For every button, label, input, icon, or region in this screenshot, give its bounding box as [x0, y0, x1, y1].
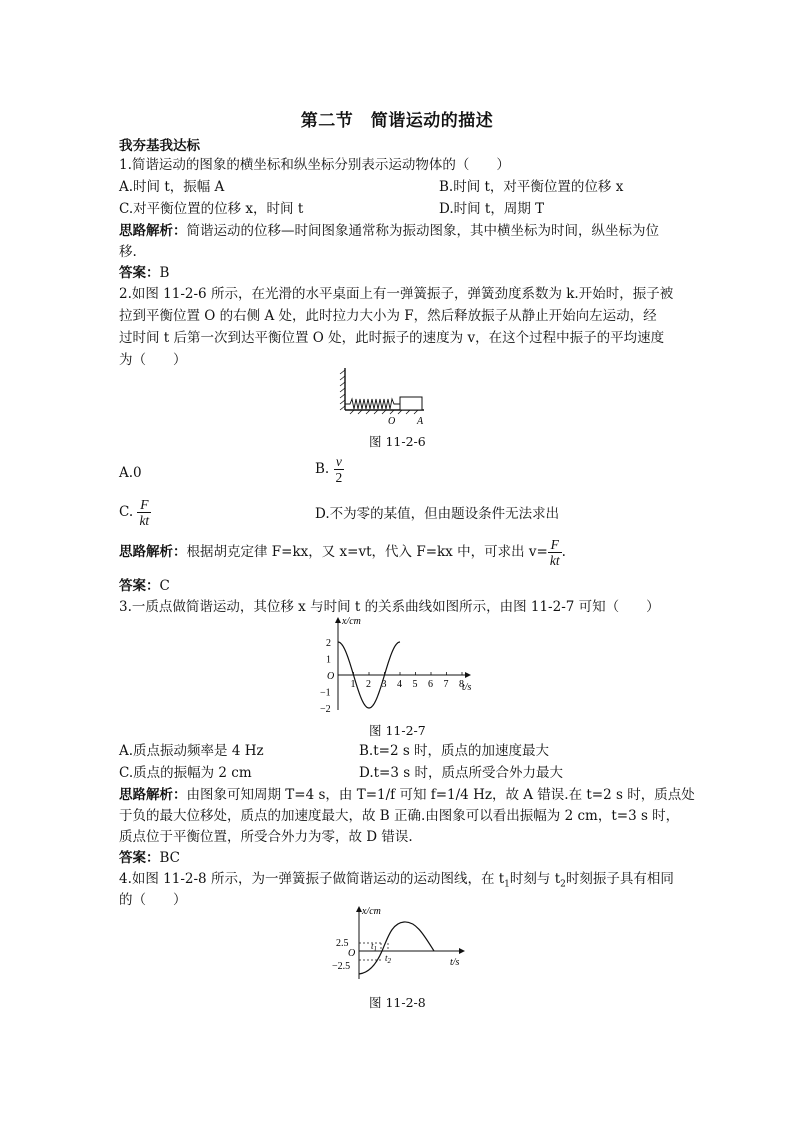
- q2-analysis: 思路解析：根据胡克定律 F=kx，又 x=vt，代入 F=kx 中，可求出 v= $\frac{F}{kt}$ .: [119, 537, 566, 568]
- q1-analysis: [119, 222, 659, 240]
- answer-value: B: [159, 265, 170, 281]
- t2-label: $t_2$: [385, 953, 392, 965]
- q4-stem-2: 的（ ）: [119, 892, 187, 908]
- x-tick-label: 7: [443, 679, 449, 690]
- fraction-f-over-kt: $\frac{F}{kt}$: [139, 497, 150, 528]
- section-heading: 我夯基我达标: [119, 138, 200, 154]
- y-tick-label: 1: [326, 654, 331, 666]
- y-tick-neg-2-5: −2.5: [332, 961, 351, 972]
- q2-option-a: A.0: [119, 465, 142, 481]
- q3-answer: 答案：BC: [119, 850, 181, 866]
- analysis-label: 思路解析：: [119, 223, 187, 239]
- x-tick-label: 5: [412, 679, 418, 690]
- origin-label: O: [348, 948, 356, 959]
- x-tick-label: 3: [381, 679, 387, 690]
- answer-label: 答案：: [119, 265, 160, 281]
- q1-analysis-cont: 移.: [119, 244, 137, 260]
- x-tick-label: 1: [350, 679, 356, 690]
- q3-option-d: D.t=3 s 时，质点所受合外力最大: [359, 765, 563, 781]
- y-tick-label: −2: [320, 704, 331, 715]
- origin-label: O: [327, 671, 335, 682]
- q3-option-a: A.质点振动频率是 4 Hz: [119, 743, 264, 759]
- q2-option-b: B. $\frac{v}{2}$: [315, 454, 343, 485]
- fraction-f-over-kt-analysis: $\frac{F}{kt}$: [549, 537, 560, 568]
- y-tick-label: 2: [326, 638, 331, 649]
- figure-caption-11-2-8: 图 11-2-8: [369, 995, 426, 1010]
- q2-answer: 答案：C: [119, 578, 170, 594]
- wall-hatching: [340, 370, 345, 410]
- x-axis-label: t/s: [462, 682, 472, 693]
- q2-stem-2: 拉到平衡位置 O 的右侧 A 处，此时拉力大小为 F，然后释放振子从静止开始向左运动，经: [119, 308, 657, 324]
- q3-analysis-cont-1: 于负的最大位移处，质点的加速度最大，故 B 正确.由图象可以看出振幅为 2 cm，t=3 s 时，: [119, 808, 680, 824]
- y-axis-label: x/cm: [342, 616, 361, 627]
- q4-stem-1: 4.如图 11-2-8 所示，为一弹簧振子做简谐运动的运动图线，在 $t_1$时刻与 $t_2$时刻振子具有相同: [119, 871, 674, 890]
- x-tick-label: 8: [459, 679, 464, 690]
- x-tick-label: 6: [428, 679, 433, 690]
- x-tick-label: 2: [366, 679, 371, 690]
- y-axis-label: x/cm: [362, 906, 381, 917]
- figure-caption-11-2-7: 图 11-2-7: [369, 723, 426, 738]
- q3-analysis-cont-2: 质点位于平衡位置，所受合外力为零，故 D 错误.: [119, 829, 413, 845]
- t1-label: $t_1$: [371, 941, 378, 953]
- fraction-v-over-2: $\frac{v}{2}$: [335, 454, 343, 485]
- q3-analysis: 思路解析：由图象可知周期 T=4 s，由 T=1/f 可知 f=1/4 Hz，故 A 错误.在 t=2 s 时，质点处: [119, 787, 695, 803]
- displacement-time-chart-11-2-7: [310, 612, 490, 717]
- q2-stem-4: 为（ ）: [119, 352, 187, 368]
- oscillator-block: [400, 397, 422, 410]
- spring-oscillator-figure: [338, 366, 458, 432]
- displacement-time-chart-11-2-8: [330, 903, 470, 983]
- q1-answer: [119, 264, 169, 282]
- label-a: A: [417, 416, 424, 427]
- page-title: 第二节 简谐运动的描述: [300, 111, 494, 131]
- q1-option-b: B.时间 t，对平衡位置的位移 x: [439, 179, 624, 195]
- label-o: O: [388, 416, 396, 427]
- figure-caption-11-2-6: 图 11-2-6: [369, 434, 426, 449]
- q2-stem-3: 过时间 t 后第一次到达平衡位置 O 处，此时振子的速度为 v，在这个过程中振子的平均速度: [119, 330, 665, 346]
- q3-stem: 3.一质点做简谐运动，其位移 x 与时间 t 的关系曲线如图所示，由图 11-2-7 可知（ ）: [119, 599, 660, 615]
- y-tick-2-5: 2.5: [336, 938, 349, 949]
- q2-option-c: C. $\frac{F}{kt}$: [119, 497, 150, 528]
- q1-option-d: D.时间 t，周期 T: [439, 201, 545, 217]
- q2-stem-1: 2.如图 11-2-6 所示，在光滑的水平桌面上有一弹簧振子，弹簧劲度系数为 k.开始时，振子被: [119, 286, 674, 302]
- q1-stem: 1.简谐运动的图象的横坐标和纵坐标分别表示运动物体的（ ）: [119, 157, 510, 173]
- analysis-text: 简谐运动的位移—时间图象通常称为振动图象，其中横坐标为时间，纵坐标为位: [186, 223, 659, 239]
- q1-option-a: A.时间 t，振幅 A: [119, 179, 225, 195]
- q3-option-c: C.质点的振幅为 2 cm: [119, 765, 252, 781]
- x-axis-label: t/s: [450, 957, 460, 968]
- q3-option-b: B.t=2 s 时，质点的加速度最大: [359, 743, 550, 759]
- q2-option-d: D.不为零的某值，但由题设条件无法求出: [315, 506, 560, 522]
- x-tick-label: 4: [397, 679, 402, 690]
- q1-option-c: C.对平衡位置的位移 x，时间 t: [119, 201, 304, 217]
- spring: [345, 399, 400, 409]
- y-tick-label: −1: [320, 687, 331, 699]
